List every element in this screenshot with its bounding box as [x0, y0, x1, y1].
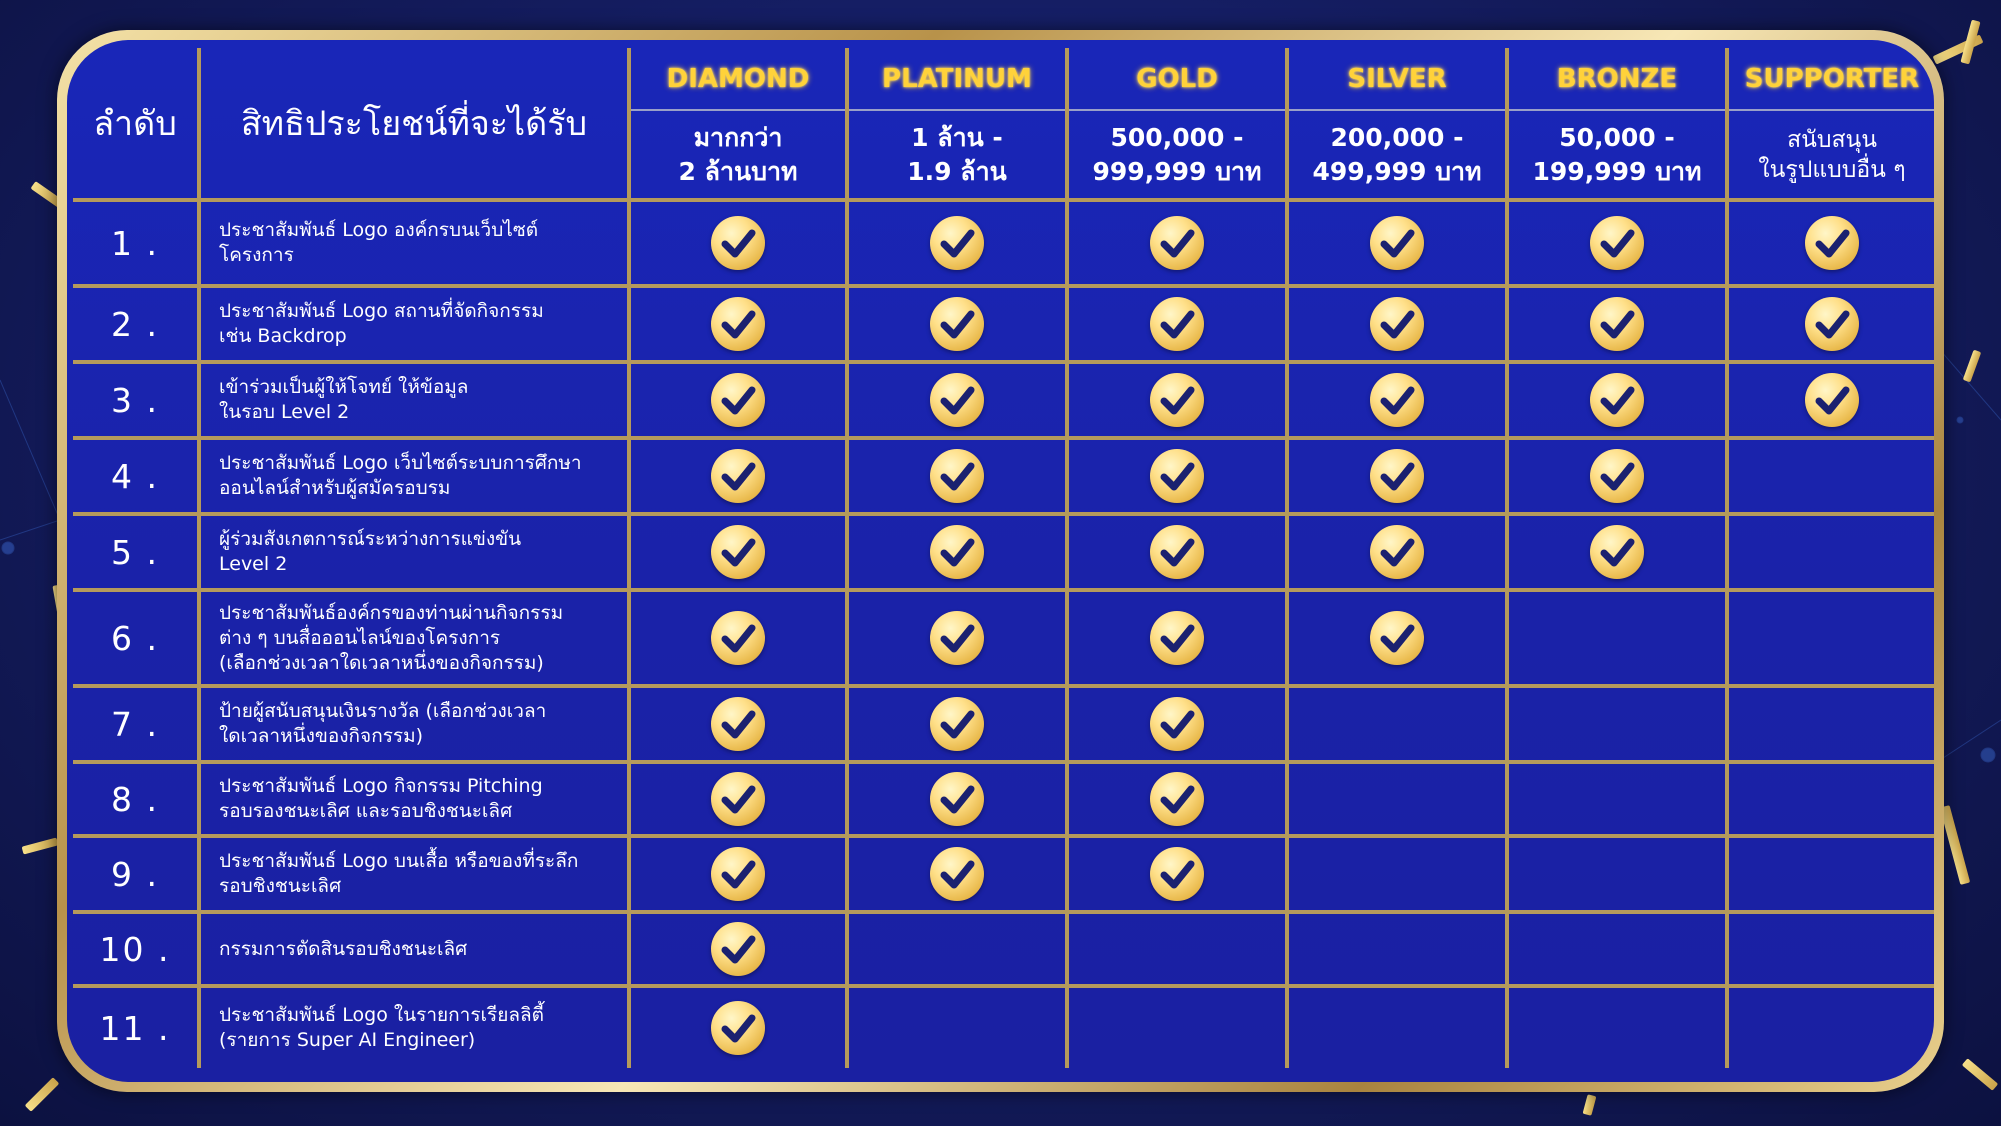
tier-amount-line: 500,000 -	[1110, 122, 1244, 152]
benefit-cell-silver	[1287, 590, 1507, 686]
tier-bronze-name: BRONZE	[1507, 48, 1727, 110]
tier-amount-line: 1.9 ล้าน	[907, 156, 1007, 186]
tier-amount-line: มากกว่า	[693, 122, 783, 152]
check-circle-icon	[1590, 216, 1644, 270]
row-benefit	[199, 686, 629, 762]
benefit-cell-diamond	[629, 362, 847, 438]
tier-amount-line: 999,999 บาท	[1092, 156, 1262, 186]
check-circle-icon	[1150, 847, 1204, 901]
check-circle-icon	[1150, 373, 1204, 427]
check-circle-icon	[1805, 373, 1859, 427]
row-benefit	[199, 438, 629, 514]
check-circle-icon	[930, 611, 984, 665]
check-circle-icon	[1370, 297, 1424, 351]
benefit-cell-silver	[1287, 286, 1507, 362]
tier-silver-amount	[1287, 110, 1507, 200]
row-benefit	[199, 912, 629, 986]
benefit-line: ประชาสัมพันธ์องค์กรของท่านผ่านกิจกรรม	[219, 601, 564, 624]
table-row	[73, 686, 1934, 762]
benefit-cell-platinum	[847, 200, 1067, 286]
benefit-cell-platinum	[847, 686, 1067, 762]
check-circle-icon	[711, 525, 765, 579]
benefit-cell-diamond	[629, 514, 847, 590]
benefit-cell-gold	[1067, 762, 1287, 836]
check-circle-icon	[1590, 449, 1644, 503]
row-rank: 1 .	[73, 200, 199, 286]
table-row	[73, 836, 1934, 912]
tier-amount-line: ในรูปแบบอื่น ๆ	[1758, 156, 1906, 183]
benefit-cell-diamond	[629, 200, 847, 286]
benefit-cell-silver	[1287, 836, 1507, 912]
benefit-cell-bronze	[1507, 514, 1727, 590]
row-benefit	[199, 514, 629, 590]
benefit-line: ป้ายผู้สนับสนุนเงินรางวัล (เลือกช่วงเวลา	[219, 700, 547, 722]
row-benefit	[199, 200, 629, 286]
check-circle-icon	[711, 1001, 765, 1055]
table-row	[73, 514, 1934, 590]
benefit-cell-platinum	[847, 912, 1067, 986]
benefit-line: ออนไลน์สำหรับผู้สมัครอบรม	[219, 477, 451, 499]
table-row	[73, 438, 1934, 514]
tier-amount-line: สนับสนุน	[1787, 126, 1877, 153]
table-row	[73, 200, 1934, 286]
benefit-cell-platinum	[847, 286, 1067, 362]
benefit-cell-bronze	[1507, 286, 1727, 362]
row-benefit	[199, 362, 629, 438]
check-circle-icon	[930, 373, 984, 427]
benefit-cell-supporter	[1727, 836, 1934, 912]
table-row	[73, 912, 1934, 986]
benefit-cell-gold	[1067, 362, 1287, 438]
benefit-cell-silver	[1287, 912, 1507, 986]
check-circle-icon	[1150, 297, 1204, 351]
check-circle-icon	[711, 297, 765, 351]
check-circle-icon	[711, 697, 765, 751]
benefits-table	[73, 48, 1934, 1068]
check-circle-icon	[1590, 297, 1644, 351]
benefit-cell-silver	[1287, 438, 1507, 514]
check-circle-icon	[1150, 449, 1204, 503]
row-rank: 10 .	[73, 912, 199, 986]
benefit-cell-supporter	[1727, 362, 1934, 438]
check-circle-icon	[711, 373, 765, 427]
row-rank: 9 .	[73, 836, 199, 912]
benefit-line: (เลือกช่วงเวลาใดเวลาหนึ่งของกิจกรรม)	[219, 651, 544, 674]
tier-silver-name: SILVER	[1287, 48, 1507, 110]
benefit-cell-bronze	[1507, 438, 1727, 514]
benefit-cell-diamond	[629, 590, 847, 686]
benefit-cell-bronze	[1507, 590, 1727, 686]
tier-gold-amount	[1067, 110, 1287, 200]
benefit-cell-gold	[1067, 836, 1287, 912]
row-rank: 3 .	[73, 362, 199, 438]
benefit-cell-supporter	[1727, 514, 1934, 590]
benefit-cell-silver	[1287, 686, 1507, 762]
benefit-cell-silver	[1287, 362, 1507, 438]
benefit-cell-platinum	[847, 762, 1067, 836]
benefit-cell-supporter	[1727, 438, 1934, 514]
check-circle-icon	[930, 697, 984, 751]
tier-amount-line: 50,000 -	[1559, 122, 1675, 152]
benefit-line: กรรมการตัดสินรอบชิงชนะเลิศ	[219, 937, 468, 960]
benefits-panel	[67, 40, 1934, 1082]
benefit-cell-bronze	[1507, 686, 1727, 762]
benefit-cell-platinum	[847, 362, 1067, 438]
benefit-cell-silver	[1287, 986, 1507, 1068]
check-circle-icon	[1805, 297, 1859, 351]
benefit-cell-platinum	[847, 438, 1067, 514]
check-circle-icon	[930, 216, 984, 270]
row-benefit	[199, 590, 629, 686]
row-benefit	[199, 762, 629, 836]
check-circle-icon	[1590, 525, 1644, 579]
check-circle-icon	[1370, 216, 1424, 270]
row-rank: 4 .	[73, 438, 199, 514]
benefit-cell-supporter	[1727, 590, 1934, 686]
benefit-cell-platinum	[847, 590, 1067, 686]
benefit-cell-supporter	[1727, 762, 1934, 836]
check-circle-icon	[1370, 373, 1424, 427]
benefit-cell-diamond	[629, 836, 847, 912]
table-row	[73, 362, 1934, 438]
benefit-cell-diamond	[629, 986, 847, 1068]
benefit-line: ประชาสัมพันธ์ Logo บนเสื้อ หรือของที่ระลึก	[219, 850, 579, 872]
check-circle-icon	[711, 216, 765, 270]
benefit-cell-gold	[1067, 590, 1287, 686]
benefit-cell-supporter	[1727, 986, 1934, 1068]
row-benefit	[199, 836, 629, 912]
benefit-cell-diamond	[629, 286, 847, 362]
benefit-line: ผู้ร่วมสังเกตการณ์ระหว่างการแข่งขัน	[219, 528, 522, 550]
check-circle-icon	[711, 611, 765, 665]
tier-platinum-name: PLATINUM	[847, 48, 1067, 110]
benefit-cell-bronze	[1507, 836, 1727, 912]
benefit-cell-bronze	[1507, 362, 1727, 438]
check-circle-icon	[1150, 772, 1204, 826]
benefit-cell-gold	[1067, 438, 1287, 514]
benefit-line: เช่น Backdrop	[219, 325, 347, 347]
benefit-line: ประชาสัมพันธ์ Logo เว็บไซต์ระบบการศึกษา	[219, 452, 582, 474]
row-rank: 8 .	[73, 762, 199, 836]
benefit-cell-supporter	[1727, 286, 1934, 362]
benefit-cell-platinum	[847, 986, 1067, 1068]
check-circle-icon	[711, 772, 765, 826]
benefit-cell-bronze	[1507, 200, 1727, 286]
check-circle-icon	[930, 297, 984, 351]
check-circle-icon	[1805, 216, 1859, 270]
benefit-cell-supporter	[1727, 912, 1934, 986]
benefit-cell-gold	[1067, 912, 1287, 986]
benefit-cell-diamond	[629, 686, 847, 762]
row-rank: 11 .	[73, 986, 199, 1068]
benefit-cell-silver	[1287, 762, 1507, 836]
check-circle-icon	[711, 922, 765, 976]
check-circle-icon	[930, 525, 984, 579]
check-circle-icon	[930, 449, 984, 503]
tier-diamond-name: DIAMOND	[629, 48, 847, 110]
benefit-line: รอบรองชนะเลิศ และรอบชิงชนะเลิศ	[219, 800, 513, 822]
row-rank: 6 .	[73, 590, 199, 686]
benefit-line: Level 2	[219, 553, 288, 575]
rank-header: ลำดับ	[93, 104, 177, 144]
benefit-line: รอบชิงชนะเลิศ	[219, 875, 342, 897]
benefit-cell-platinum	[847, 514, 1067, 590]
check-circle-icon	[1590, 373, 1644, 427]
check-circle-icon	[711, 847, 765, 901]
tier-amount-line: 1 ล้าน -	[911, 122, 1003, 152]
benefit-line: ประชาสัมพันธ์ Logo ในรายการเรียลลิตี้	[219, 1004, 545, 1026]
benefit-header: สิทธิประโยชน์ที่จะได้รับ	[199, 48, 629, 200]
benefit-cell-supporter	[1727, 200, 1934, 286]
table-row	[73, 590, 1934, 686]
tier-diamond-amount	[629, 110, 847, 200]
check-circle-icon	[1370, 525, 1424, 579]
tier-supporter-amount	[1727, 110, 1934, 200]
tier-amount-line: 199,999 บาท	[1532, 156, 1702, 186]
table-row	[73, 286, 1934, 362]
benefit-line: โครงการ	[219, 244, 294, 266]
check-circle-icon	[1150, 697, 1204, 751]
tier-platinum-amount	[847, 110, 1067, 200]
row-rank: 5 .	[73, 514, 199, 590]
benefit-cell-gold	[1067, 286, 1287, 362]
tier-amount-line: 200,000 -	[1330, 122, 1464, 152]
benefit-line: ต่าง ๆ บนสื่อออนไลน์ของโครงการ	[219, 626, 501, 649]
benefit-cell-bronze	[1507, 762, 1727, 836]
tier-amount-line: 499,999 บาท	[1312, 156, 1482, 186]
check-circle-icon	[1370, 449, 1424, 503]
benefit-cell-gold	[1067, 514, 1287, 590]
table-row	[73, 986, 1934, 1068]
tier-bronze-amount	[1507, 110, 1727, 200]
benefit-line: เข้าร่วมเป็นผู้ให้โจทย์ ให้ข้อมูล	[219, 376, 469, 398]
benefit-cell-gold	[1067, 686, 1287, 762]
row-benefit	[199, 286, 629, 362]
row-rank: 7 .	[73, 686, 199, 762]
benefit-line: ประชาสัมพันธ์ Logo กิจกรรม Pitching	[219, 775, 543, 797]
row-rank: 2 .	[73, 286, 199, 362]
benefit-cell-diamond	[629, 912, 847, 986]
table-row	[73, 762, 1934, 836]
row-benefit	[199, 986, 629, 1068]
benefit-cell-bronze	[1507, 912, 1727, 986]
benefit-cell-diamond	[629, 438, 847, 514]
benefit-cell-platinum	[847, 836, 1067, 912]
tier-supporter-name: SUPPORTER	[1727, 48, 1934, 110]
benefit-cell-diamond	[629, 762, 847, 836]
benefit-line: ประชาสัมพันธ์ Logo สถานที่จัดกิจกรรม	[219, 300, 544, 322]
check-circle-icon	[1150, 525, 1204, 579]
benefit-cell-silver	[1287, 514, 1507, 590]
benefit-cell-bronze	[1507, 986, 1727, 1068]
tier-amount-line: 2 ล้านบาท	[678, 156, 798, 186]
benefit-line: ประชาสัมพันธ์ Logo องค์กรบนเว็บไซต์	[219, 219, 539, 241]
tier-gold-name: GOLD	[1067, 48, 1287, 110]
benefit-cell-silver	[1287, 200, 1507, 286]
benefit-cell-gold	[1067, 986, 1287, 1068]
benefit-line: (รายการ Super AI Engineer)	[219, 1029, 476, 1051]
check-circle-icon	[1150, 216, 1204, 270]
check-circle-icon	[1150, 611, 1204, 665]
check-circle-icon	[930, 847, 984, 901]
check-circle-icon	[711, 449, 765, 503]
benefit-line: ใดเวลาหนึ่งของกิจกรรม)	[219, 725, 424, 747]
check-circle-icon	[1370, 611, 1424, 665]
benefit-cell-gold	[1067, 200, 1287, 286]
benefit-cell-supporter	[1727, 686, 1934, 762]
benefit-line: ในรอบ Level 2	[219, 401, 350, 423]
check-circle-icon	[930, 772, 984, 826]
